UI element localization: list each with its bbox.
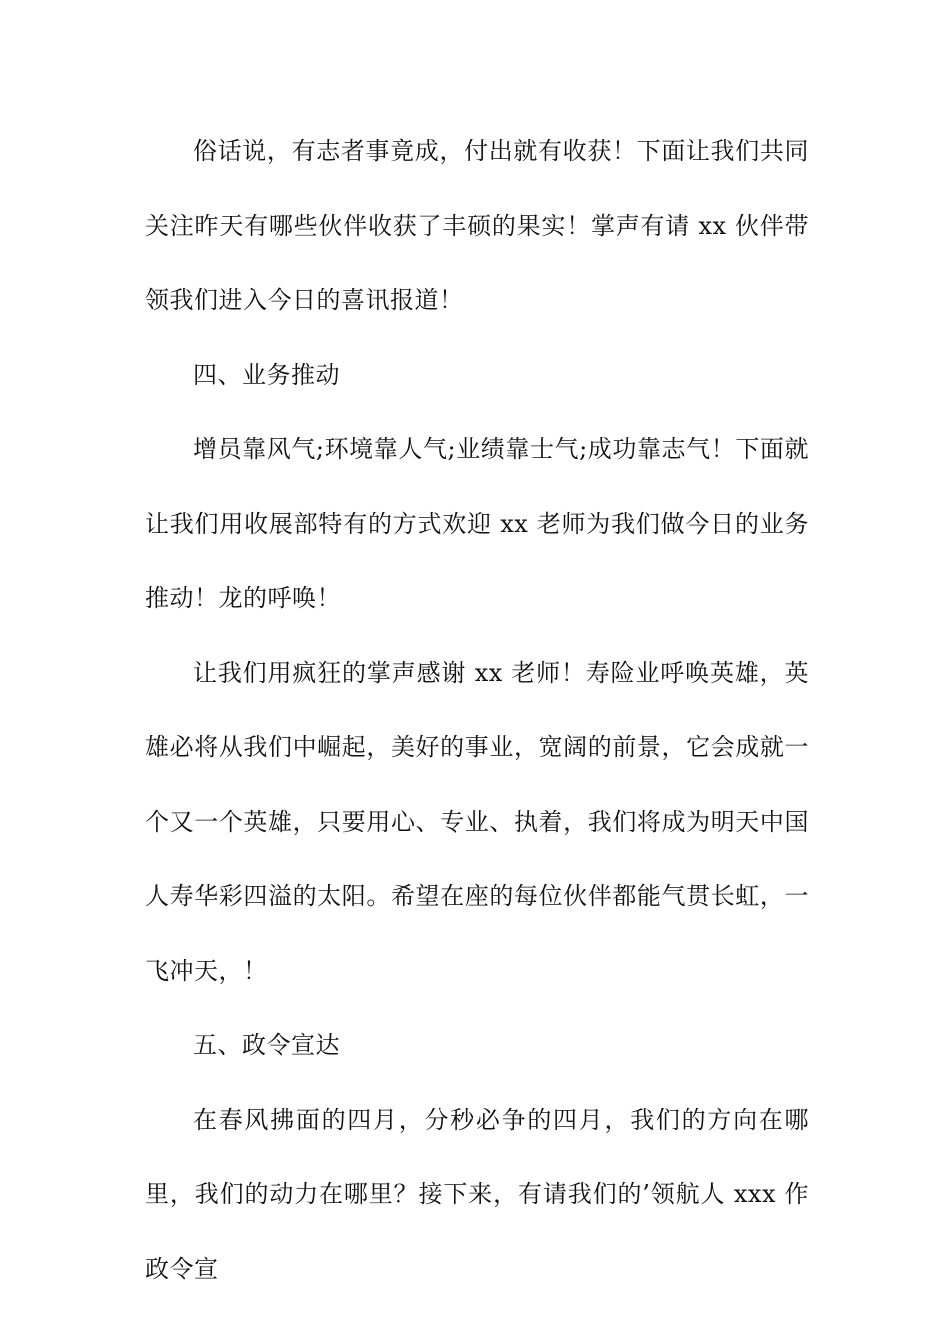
section-heading-policy: 五、政令宣达 <box>193 1031 340 1059</box>
paragraph-policy: 在春风拂面的四月，分秒必争的四月，我们的方向在哪里，我们的动力在哪里？接下来，有请我们的’领航人 xxx 作政令宣 <box>145 1105 809 1283</box>
document-body <box>145 114 809 1306</box>
paragraph-thanks: 让我们用疯狂的掌声感谢 xx 老师！寿险业呼唤英雄，英雄必将从我们中崛起，美好的事业，宽阔的前景，它会成就一个又一个英雄，只要用心、专业、执着，我们将成为明天中国人寿华彩四溢的太阳。希望在座的每位伙伴都能气贯长虹，一飞冲天，！ <box>145 658 809 985</box>
paragraph-business-push: 增员靠风气;环境靠人气;业绩靠士气;成功靠志气！下面就让我们用收展部特有的方式欢迎 xx 老师为我们做今日的业务推动！龙的呼唤！ <box>145 435 809 612</box>
section-heading-business-push: 四、业务推动 <box>193 360 340 389</box>
paragraph-good-news: 俗话说，有志者事竟成，付出就有收获！下面让我们共同关注昨天有哪些伙伴收获了丰硕的果实！掌声有请 xx 伙伴带领我们进入今日的喜讯报道！ <box>145 137 809 314</box>
